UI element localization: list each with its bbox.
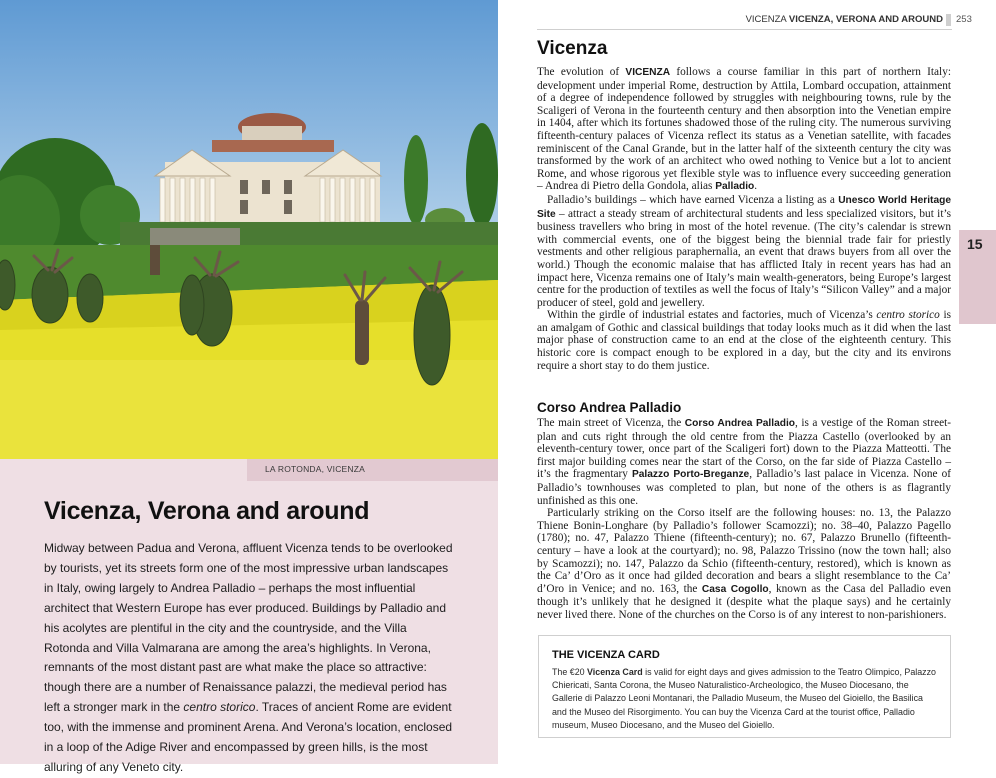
keyword-corso: Corso Andrea Palladio (684, 418, 796, 429)
keyword-palladio: Palladio (715, 181, 755, 193)
section-title-vicenza: Vicenza (537, 38, 608, 59)
keyword-palazzo-porto: Palazzo Porto-Breganze (631, 469, 750, 481)
chapter-tab-number: 15 (967, 236, 983, 252)
text-run: The €20 (552, 667, 588, 677)
running-head-section: VICENZA (745, 14, 787, 25)
running-head (746, 14, 943, 25)
text-run: The main street of Vicenza, the (537, 417, 685, 429)
header-rule (537, 29, 952, 30)
keyword-vicenza-card: Vicenza Card (587, 667, 643, 677)
keyword-casa-cogollo: Casa Cogollo (701, 583, 769, 595)
villa-rotonda-photo (0, 0, 498, 459)
text-run: Within the girdle of industrial estates and factories, much of Vicenza’s (547, 309, 877, 322)
corso-paragraph-1 (537, 417, 951, 507)
keyword-unesco: Unesco World Heritage Site (537, 194, 951, 220)
intro-text-end: . Traces of ancient Rome are evident too, with the immense and prominent Arena. And Verona’s location, enclosed in a loop of the Adige River and encompassed by green hills, is the most alluring of any Veneto city. (44, 700, 453, 774)
page-number: 253 (956, 14, 972, 25)
text-run: , is a vestige of the Roman street-plan and cuts right through the old centre from the Piazza Castello (overlooked by an eleventh-century tower, once part of the Scaligeri fort) down to the Piazza Matteotti. The first major building comes near the start of the Corso, on the far side of Piazza Castello – it’s the fragmentary (537, 417, 952, 481)
chapter-intro (44, 539, 454, 778)
photo-caption-bar (247, 459, 498, 481)
text-run: is valid for eight days and gives admission to the Teatro Olimpico, Palazzo Chiericati, Santa Corona, the Museo Naturalistico-Archeologico, the Museo Diocesano, the Gallerie di Palazzo Leoni Montanari, the Palladio Museum, the Museo del Gioiello, the Basilica and the Museo del Risorgimento. You can buy the Vicenza Card at the tourist office, Palladio museum, Museo Diocesano, and the Museo del Gioiello. (552, 667, 936, 730)
left-page (0, 0, 498, 774)
vicenza-card-box (538, 635, 951, 738)
text-run: follows a course familiar in this part of northern Italy: development under imperial Rome, destruction by Attila, Lombard occupation, attainment of a degree of independence followed by struggles with neighbouring towns, rule by the Scaligeri of Verona in the fourteenth century and then absorption into the Venetian empire in 1404, after which its fortunes shadowed those of the ruling city. The numerous surviving fifteenth-century palaces of Vicenza reflect its status as a Venetian satellite, with facades reminiscent of the Canal Grande, but in the latter half of the sixteenth century the city was transformed by the work of an architect who owed nothing to Venice but a lot to ancient Rome, and whose rigorous yet flexible style was to influence every succeeding generation – Andrea di Pietro della Gondola, alias (537, 66, 951, 193)
text-run: is an amalgam of Gothic and classical buildings that today looks much as it did when the last major phase of construction came to an end at the close of the eighteenth century. This historic core is compact enough to be explored in a day, but the city and its environs require a short stay to do them justice. (537, 309, 951, 372)
chapter-title: Vicenza, Verona and around (44, 497, 370, 525)
vicenza-card-text (552, 666, 938, 732)
text-run: , known as the Casa del Palladio even though it’s unlikely that he designed it (despite what the plaque says) and he certainly never lived there. None of the churches on the Corso is of any interest to non-parishioners. (537, 582, 951, 621)
text-run: The evolution of (537, 66, 626, 78)
vicenza-paragraph-3 (537, 309, 951, 372)
corso-paragraph-2 (537, 507, 951, 621)
corso-body (537, 417, 951, 622)
photo-caption: LA ROTONDA, VICENZA (265, 464, 365, 474)
chapter-tab (959, 230, 996, 324)
vicenza-paragraph-2 (537, 194, 951, 309)
text-run: Particularly striking on the Corso itself are the following houses: no. 13, the Palazzo Thiene Bonin-Longhare (by Palladio’s follower Scamozzi); no. 38–40, Palazzo Pagello (1780); no. 47, Palazzo Thiene (fifteenth-century); no. 67, Palazzo Brunello (fifteenth-century – have a look at the courtyard); no. 98, Palazzo Trissino (now the town hall; also by Scamozzi); no. 147, Palazzo da Schio (fifteenth-century, restored), which is known as the Ca’ d’Oro as it once had gilded decoration and bears a slight resemblance to the Ca’ d’Oro in Venice; and no. 163, the (537, 507, 951, 595)
running-head-chapter: VICENZA, VERONA AND AROUND (788, 14, 943, 25)
section-title-corso: Corso Andrea Palladio (537, 400, 682, 415)
text-run: , Palladio’s last palace in Vicenza. None of Palladio’s townhouses was completed to plan, but none of the others is as flagrantly unfinished as this one. (537, 468, 951, 507)
vicenza-body (537, 66, 951, 372)
text-run: – attract a steady stream of architectural students and less specialized visitors, but it’s business travellers who bring in most of the hotel revenue. (The city’s calendar is strewn with commercial events, one of the biggest being the biennial trade fair for priestly vestments and other religious paraphernalia, an event that draws buyers from all over the world.) Though the economic malaise that has afflicted Italy in recent years has had an impact here, Vicenza remains one of Italy’s main wealth-generators, being Europe’s largest centre for the production of textiles as well the focus of Italy’s “Silicon Valley” and a major producer of steel, gold and jewellery. (537, 207, 951, 309)
text-run: Palladio’s buildings – which have earned Vicenza a listing as a (547, 193, 839, 206)
intro-text-start: Midway between Padua and Verona, affluent Vicenza tends to be overlooked by tourists, yet its streets form one of the most impressive urban landscapes in Italy, owing largely to Andrea Palladio – perhaps the most influential architect that Western Europe has ever produced. Buildings by Palladio and his acolytes are plentiful in the city and the countryside, and the Villa Rotonda and Villa Valmarana are among the area’s highlights. In Verona, remnants of the most distant past are what make the place so attractive: though there are a number of Renaissance palazzi, the medieval period has left a stronger mark in the (44, 541, 453, 715)
emphasis-centro-storico: centro storico (876, 309, 940, 322)
vicenza-paragraph-1 (537, 66, 951, 194)
intro-emphasis: centro storico (183, 700, 256, 715)
vicenza-card-title: THE VICENZA CARD (552, 649, 660, 661)
text-run: . (754, 180, 758, 193)
running-head-marker (946, 14, 951, 26)
keyword-vicenza: VICENZA (625, 67, 671, 78)
